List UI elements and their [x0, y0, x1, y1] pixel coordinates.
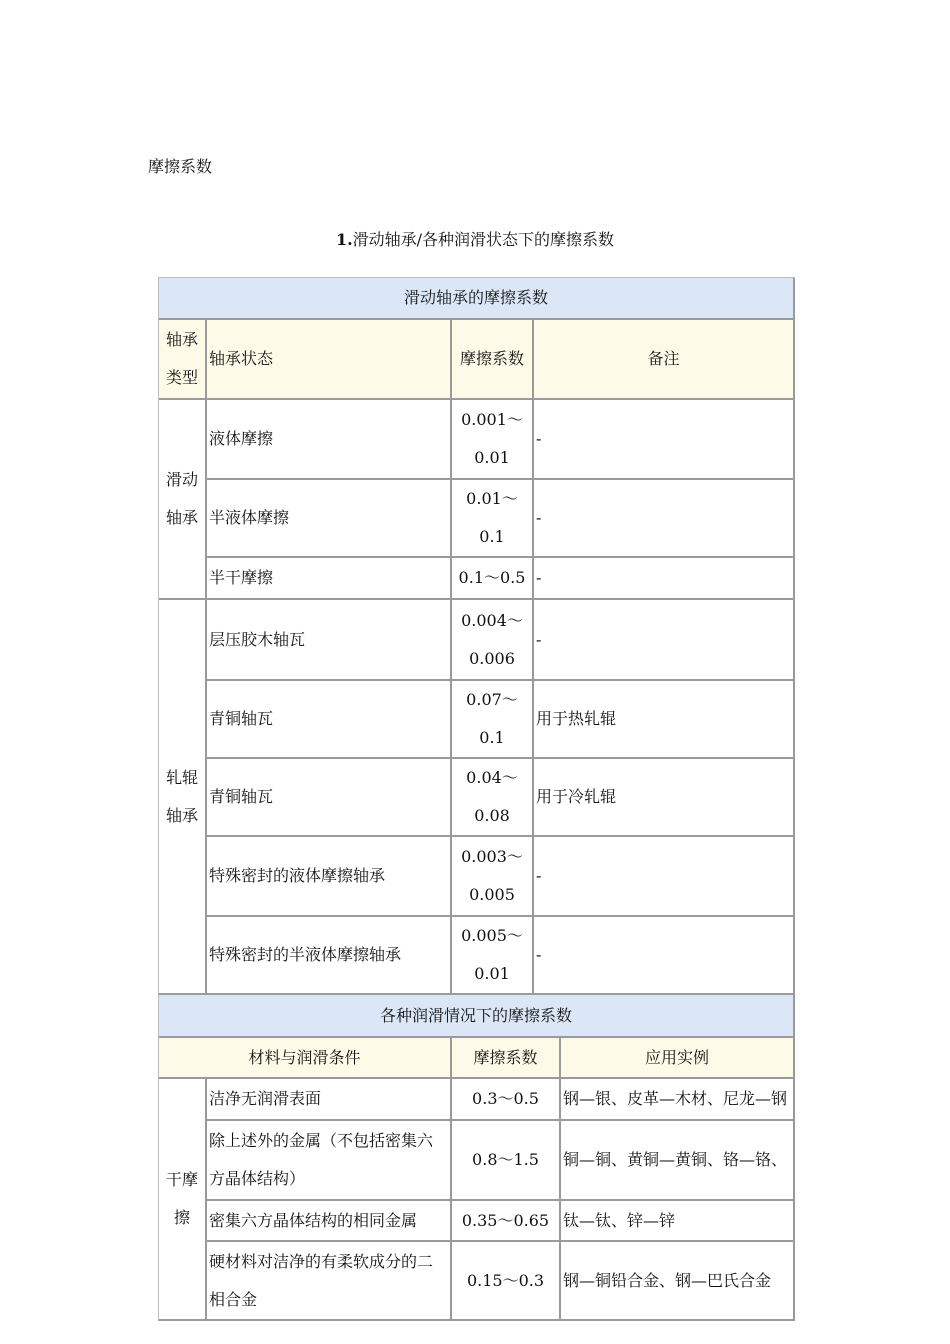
table2-title: 各种润滑情况下的摩擦系数 [159, 995, 795, 1038]
note-cell: - [534, 917, 795, 995]
bearing-state-cell: 特殊密封的半液体摩擦轴承 [207, 917, 452, 995]
note-cell: - [534, 400, 795, 480]
coef-cell: 0.8～1.5 [452, 1121, 561, 1201]
note-cell: - [534, 837, 795, 917]
coef-cell: 0.3～0.5 [452, 1079, 561, 1121]
coef-cell: 0.1～0.5 [452, 558, 534, 600]
group-dry-friction: 干摩 擦 [159, 1079, 207, 1321]
table2-header-row [159, 1038, 795, 1079]
header-note: 备注 [534, 320, 795, 400]
header-bearing-type: 轴承 类型 [159, 320, 207, 400]
header-application-example: 应用实例 [561, 1038, 795, 1079]
header-friction-coef-2: 摩擦系数 [452, 1038, 561, 1079]
coef-cell: 0.001～ 0.01 [452, 400, 534, 480]
condition-cell: 硬材料对洁净的有柔软成分的二 相合金 [207, 1242, 452, 1321]
table-row [159, 681, 795, 759]
group-sliding-bearing: 滑动 轴承 [159, 400, 207, 600]
table1-header-row [159, 320, 795, 400]
note-cell: - [534, 600, 795, 681]
header-friction-coef: 摩擦系数 [452, 320, 534, 400]
section-title [0, 227, 950, 250]
friction-table [158, 277, 794, 1321]
coef-cell: 0.01～0.1 [452, 480, 534, 558]
section-title-text: 滑动轴承/各种润滑状态下的摩擦系数 [352, 230, 615, 249]
condition-cell: 除上述外的金属（不包括密集六 方晶体结构） [207, 1121, 452, 1201]
header-material-condition: 材料与润滑条件 [159, 1038, 452, 1079]
example-cell: 钛—钛、锌—锌 [561, 1201, 795, 1242]
table-row [159, 1121, 795, 1201]
table-row [159, 1242, 795, 1321]
note-cell: - [534, 480, 795, 558]
table1-title: 滑动轴承的摩擦系数 [159, 278, 795, 320]
table-row [159, 400, 795, 480]
note-cell: 用于冷轧辊 [534, 759, 795, 837]
table-row [159, 837, 795, 917]
condition-cell: 密集六方晶体结构的相同金属 [207, 1201, 452, 1242]
table-row [159, 759, 795, 837]
note-cell: 用于热轧辊 [534, 681, 795, 759]
table-row [159, 1201, 795, 1242]
bearing-state-cell: 层压胶木轴瓦 [207, 600, 452, 681]
bearing-state-cell: 青铜轴瓦 [207, 681, 452, 759]
coef-cell: 0.003～ 0.005 [452, 837, 534, 917]
coef-cell: 0.005～ 0.01 [452, 917, 534, 995]
bearing-state-cell: 特殊密封的液体摩擦轴承 [207, 837, 452, 917]
table-row [159, 558, 795, 600]
example-cell: 钢—银、皮革—木材、尼龙—钢 [561, 1079, 795, 1121]
table-row [159, 600, 795, 681]
bearing-state-cell: 液体摩擦 [207, 400, 452, 480]
table-row [159, 480, 795, 558]
example-cell: 铜—铜、黄铜—黄铜、铬—铬、 [561, 1121, 795, 1201]
coef-cell: 0.15～0.3 [452, 1242, 561, 1321]
group-roll-bearing: 轧辊 轴承 [159, 600, 207, 995]
coef-cell: 0.07～0.1 [452, 681, 534, 759]
table-row [159, 917, 795, 995]
header-bearing-state: 轴承状态 [207, 320, 452, 400]
section-number: 1. [335, 230, 353, 249]
condition-cell: 洁净无润滑表面 [207, 1079, 452, 1121]
note-cell: - [534, 558, 795, 600]
bearing-state-cell: 青铜轴瓦 [207, 759, 452, 837]
coef-cell: 0.04～0.08 [452, 759, 534, 837]
bearing-state-cell: 半液体摩擦 [207, 480, 452, 558]
coef-cell: 0.35～0.65 [452, 1201, 561, 1242]
coef-cell: 0.004～ 0.006 [452, 600, 534, 681]
table-row [159, 1079, 795, 1121]
bearing-state-cell: 半干摩擦 [207, 558, 452, 600]
document-heading: 摩擦系数 [148, 157, 213, 176]
example-cell: 钢—铜铅合金、钢—巴氏合金 [561, 1242, 795, 1321]
